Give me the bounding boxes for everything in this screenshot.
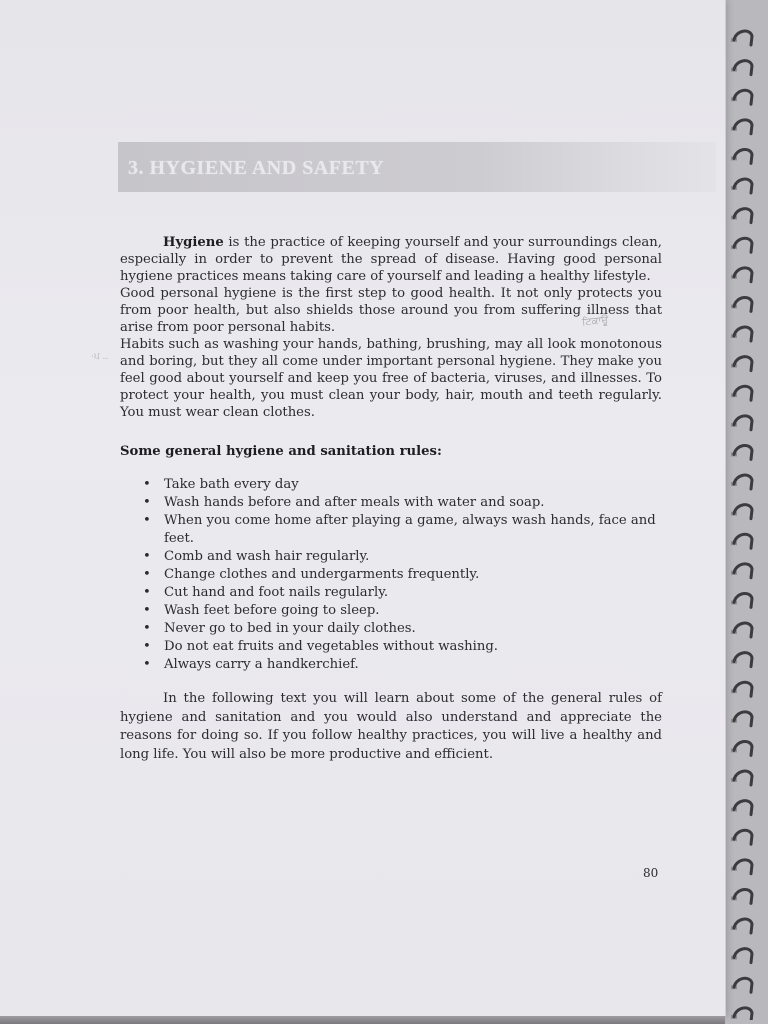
binding-coil-icon bbox=[731, 297, 752, 311]
closing-text bbox=[120, 690, 662, 764]
binding-coil-icon bbox=[731, 949, 752, 963]
binding-coil-icon bbox=[731, 505, 752, 519]
binding-coil-icon bbox=[731, 712, 752, 726]
binding-coil-icon bbox=[731, 1008, 752, 1020]
binding-coil-icon bbox=[731, 149, 752, 163]
rule-item bbox=[143, 638, 664, 656]
binding-coil-icon bbox=[731, 801, 752, 815]
binding-coil-icon bbox=[731, 564, 752, 578]
binding-coil-icon bbox=[731, 741, 752, 755]
intro-text bbox=[120, 234, 662, 421]
binding-coil-icon bbox=[731, 357, 752, 371]
binding-coil-icon bbox=[731, 593, 752, 607]
binding-coil-icon bbox=[731, 475, 752, 489]
binding-coil-icon bbox=[731, 534, 752, 548]
binding-coil-icon bbox=[731, 120, 752, 134]
binding-coil-icon bbox=[731, 653, 752, 667]
rule-item bbox=[143, 566, 664, 584]
binding-coil-icon bbox=[731, 416, 752, 430]
rule-text: Never go to bed in your daily clothes. bbox=[164, 621, 416, 636]
margin-mark: ·ਪ .. bbox=[91, 352, 109, 362]
rule-item bbox=[143, 656, 664, 674]
bullet-icon: • bbox=[143, 513, 151, 528]
binding-coil-icon bbox=[731, 919, 752, 933]
rule-text: Take bath every day bbox=[164, 477, 299, 492]
bullet-icon: • bbox=[143, 657, 151, 672]
spiral-binding bbox=[728, 20, 768, 1024]
rule-item bbox=[143, 602, 664, 620]
rule-text: Wash feet before going to sleep. bbox=[164, 603, 380, 618]
bullet-icon: • bbox=[143, 585, 151, 600]
spiral-binding-graphic bbox=[728, 20, 768, 1020]
chapter-title: 3. HYGIENE AND SAFETY bbox=[128, 157, 385, 179]
binding-coil-icon bbox=[731, 860, 752, 874]
bullet-icon: • bbox=[143, 621, 151, 636]
rule-item bbox=[143, 512, 664, 548]
rule-text: When you come home after playing a game, always wash hands, face and feet. bbox=[164, 513, 656, 546]
rule-text: Always carry a handkerchief. bbox=[164, 657, 359, 672]
binding-coil-icon bbox=[731, 238, 752, 252]
binding-coil-icon bbox=[731, 623, 752, 637]
rule-item bbox=[143, 548, 664, 566]
binding-coil-icon bbox=[731, 889, 752, 903]
bullet-icon: • bbox=[143, 639, 151, 654]
rules-heading: Some general hygiene and sanitation rules: bbox=[120, 444, 442, 459]
rules-list bbox=[143, 476, 664, 674]
rule-item bbox=[143, 476, 664, 494]
intro-paragraph-1-text: is the practice of keeping yourself and your surroundings clean, especially in order to prevent the spread of disease. Having good personal hygiene practices means taking care of yourself and leading a healthy lifestyle. bbox=[120, 235, 662, 284]
binding-coil-icon bbox=[731, 978, 752, 992]
rule-item bbox=[143, 494, 664, 512]
binding-coil-icon bbox=[731, 386, 752, 400]
binding-coil-icon bbox=[731, 209, 752, 223]
rule-text: Do not eat fruits and vegetables without washing. bbox=[164, 639, 498, 654]
binding-coil-icon bbox=[731, 31, 752, 45]
hygiene-term: Hygiene bbox=[163, 235, 224, 250]
rule-text: Wash hands before and after meals with water and soap. bbox=[164, 495, 545, 510]
binding-coil-icon bbox=[731, 682, 752, 696]
bullet-icon: • bbox=[143, 567, 151, 582]
binding-coil-icon bbox=[731, 327, 752, 341]
rule-text: Change clothes and undergarments frequently. bbox=[164, 567, 480, 582]
page-edge-shadow bbox=[0, 1016, 725, 1024]
rule-text: Cut hand and foot nails regularly. bbox=[164, 585, 389, 600]
bullet-icon: • bbox=[143, 549, 151, 564]
bullet-icon: • bbox=[143, 603, 151, 618]
rule-item bbox=[143, 584, 664, 602]
intro-paragraph-2: Good personal hygiene is the first step to good health. It not only protects you from poor health, but also shields those around you from suffering illness that arise from poor personal habits. bbox=[120, 286, 662, 335]
intro-paragraph-1 bbox=[120, 234, 662, 285]
binding-coil-icon bbox=[731, 830, 752, 844]
rule-text: Comb and wash hair regularly. bbox=[164, 549, 370, 564]
bullet-icon: • bbox=[143, 495, 151, 510]
binding-coil-icon bbox=[731, 268, 752, 282]
intro-paragraph-3: Habits such as washing your hands, bathing, brushing, may all look monotonous and boring, but they all come under important personal hygiene. They make you feel good about yourself and keep you free of bacteria, viruses, and illnesses. To protect your health, you must clean your body, hair, mouth and teeth regularly. You must wear clean clothes. bbox=[120, 337, 662, 420]
binding-coil-icon bbox=[731, 179, 752, 193]
handwritten-note: ਟਿਕਾਊ bbox=[581, 314, 610, 329]
bullet-icon: • bbox=[143, 477, 151, 492]
rule-item bbox=[143, 620, 664, 638]
page-number: 80 bbox=[643, 866, 659, 880]
binding-coil-icon bbox=[731, 61, 752, 75]
binding-coil-icon bbox=[731, 90, 752, 104]
binding-coil-icon bbox=[731, 771, 752, 785]
closing-paragraph: In the following text you will learn about some of the general rules of hygiene and sanitation and you would also understand and appreciate the reasons for doing so. If you follow healthy practices, you will live a healthy and long life. You will also be more productive and efficient. bbox=[120, 691, 662, 762]
binding-coil-icon bbox=[731, 445, 752, 459]
